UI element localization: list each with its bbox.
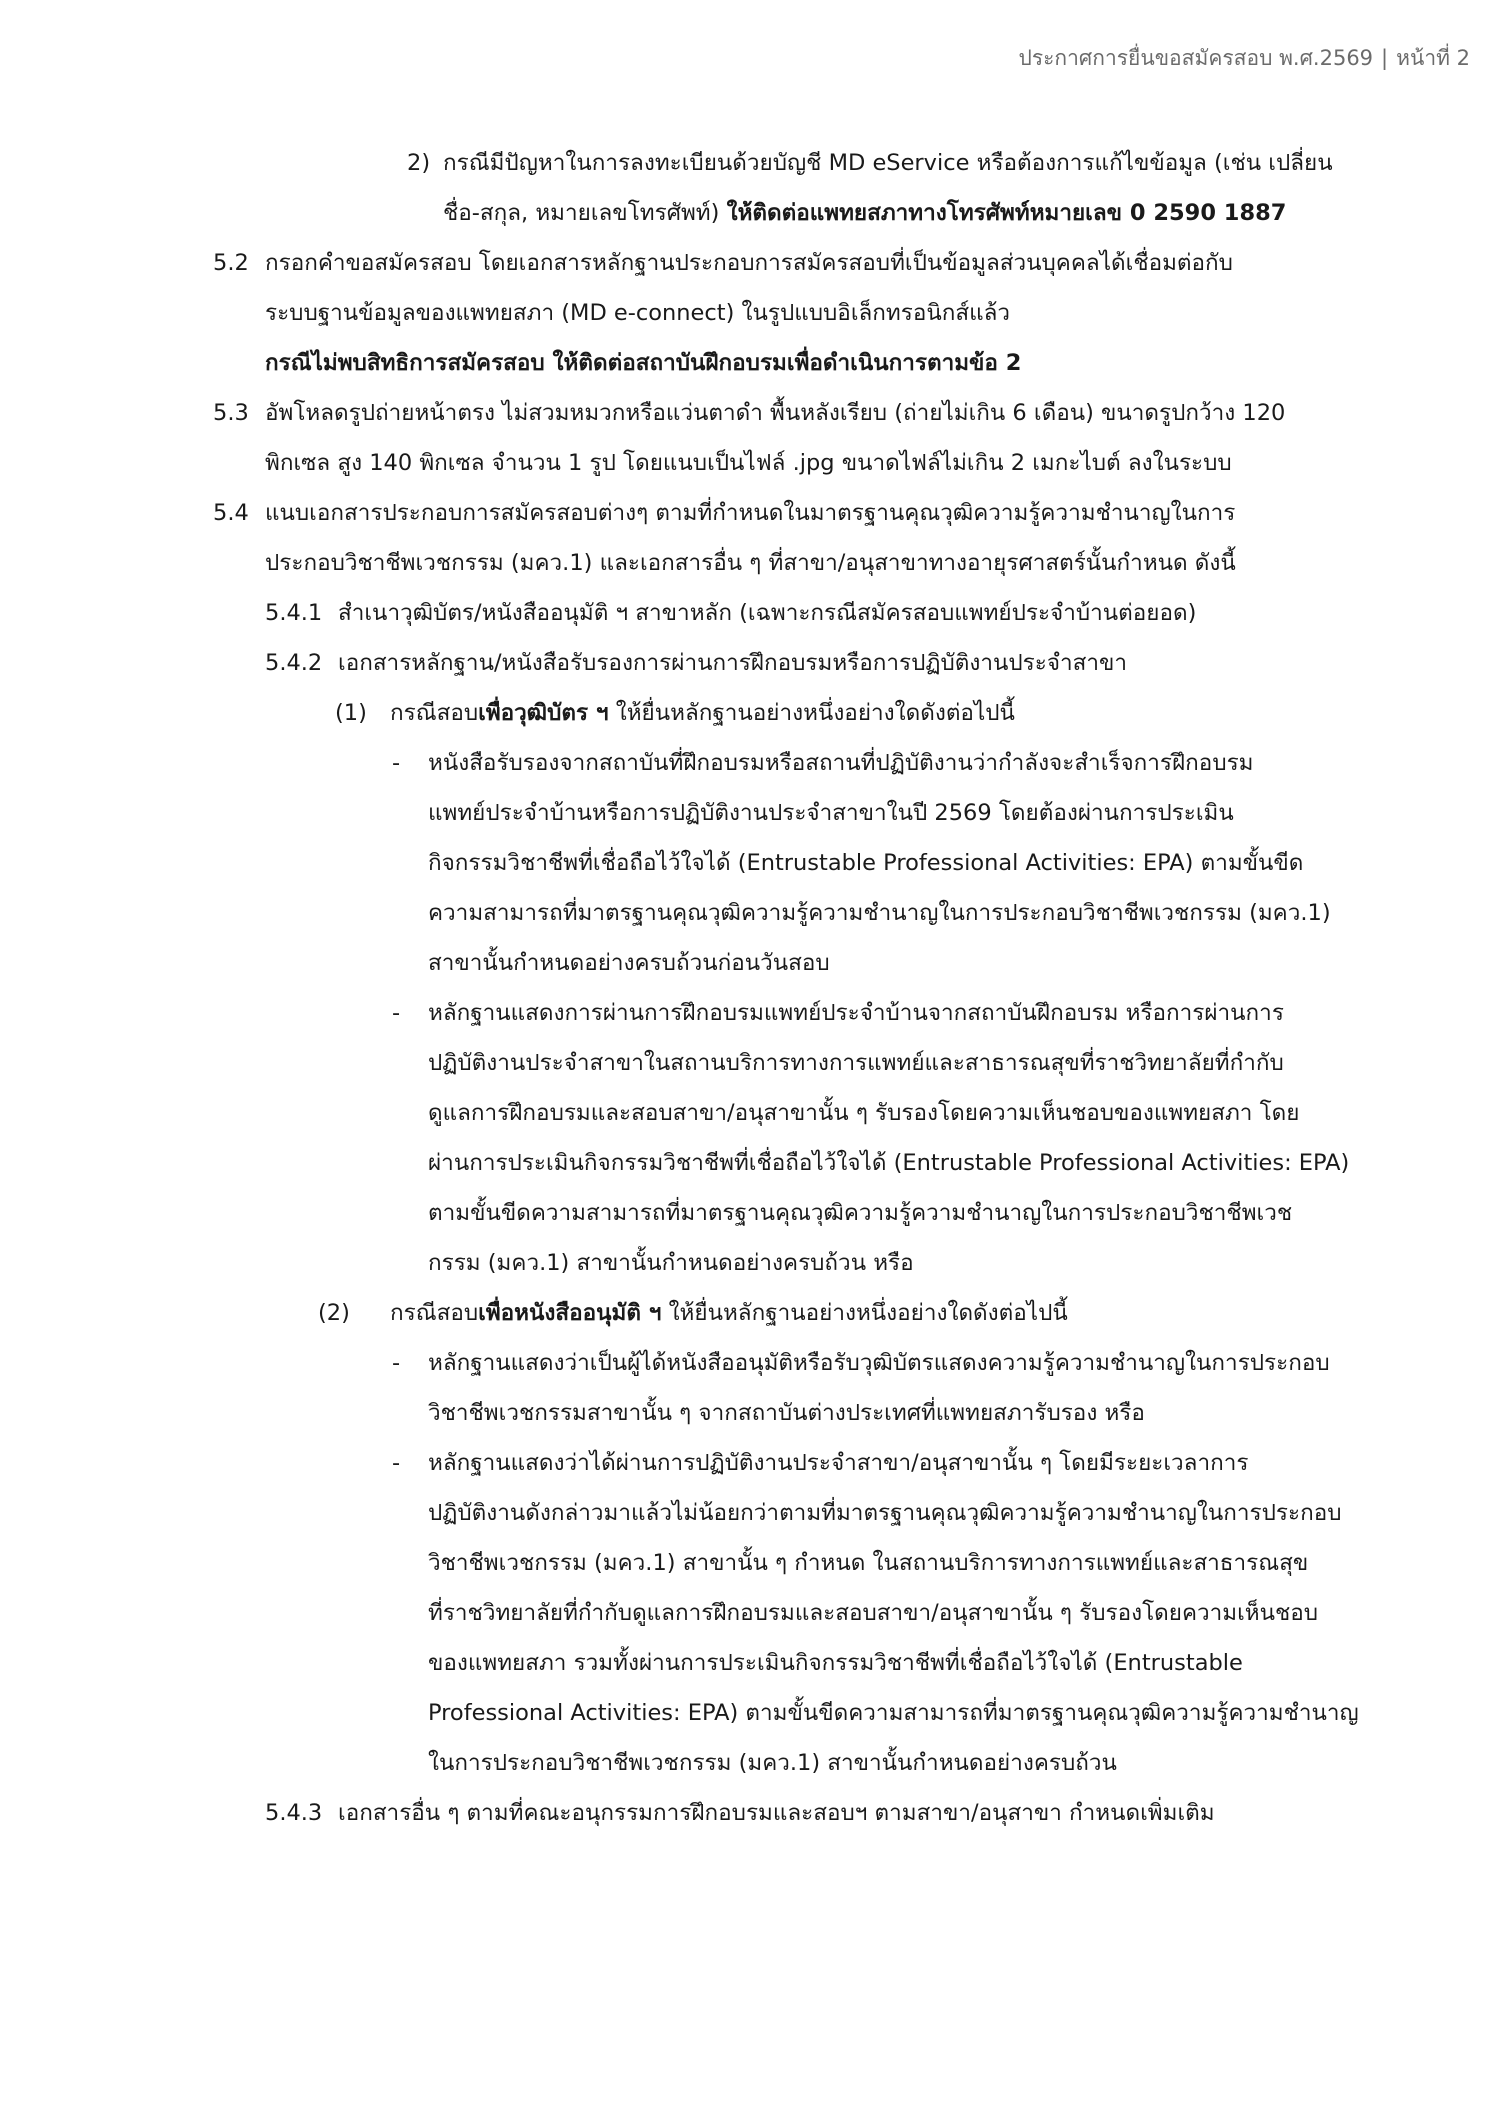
case-2-bullet-2-line-1 xyxy=(0,1438,1500,1488)
case-2-line xyxy=(0,1288,1500,1338)
bullet-dash: - xyxy=(392,1000,401,1026)
section-5-4-line-1 xyxy=(0,488,1500,538)
section-5-4-text: แนบเอกสารประกอบการสมัครสอบต่างๆ ตามที่กำหนดในมาตรฐานคุณวุฒิความรู้ความชำนาญในการ xyxy=(265,500,1236,526)
section-5-4-3-text: เอกสารอื่น ๆ ตามที่คณะอนุกรรมการฝึกอบรมและสอบฯ ตามสาขา/อนุสาขา กำหนดเพิ่มเติม xyxy=(338,1800,1215,1826)
bullet-text: วิชาชีพเวชกรรมสาขานั้น ๆ จากสถาบันต่างประเทศที่แพทยสภารับรอง หรือ xyxy=(428,1400,1145,1426)
case-1-prefix: กรณีสอบ xyxy=(390,700,479,726)
section-5-4-1-line-1 xyxy=(0,588,1500,638)
section-5-4-3-line-1 xyxy=(0,1788,1500,1838)
case-1-bullet-2-line-1 xyxy=(0,988,1500,1038)
bullet-text: หลักฐานแสดงว่าได้ผ่านการปฏิบัติงานประจำสาขา/อนุสาขานั้น ๆ โดยมีระยะเวลาการ xyxy=(428,1450,1249,1476)
case-1-bullet-1-line-5 xyxy=(0,938,1500,988)
case-1-number: (1) xyxy=(335,700,367,726)
item-2-phone-note: ให้ติดต่อแพทยสภาทางโทรศัพท์หมายเลข 0 2590 1887 xyxy=(726,200,1287,226)
section-5-3-text: อัพโหลดรูปถ่ายหน้าตรง ไม่สวมหมวกหรือแว่นตาดำ พื้นหลังเรียบ (ถ่ายไม่เกิน 6 เดือน) ขนาดรูปกว้าง 120 xyxy=(265,400,1286,426)
bullet-text: ในการประกอบวิชาชีพเวชกรรม (มคว.1) สาขานั้นกำหนดอย่างครบถ้วน xyxy=(428,1750,1117,1776)
section-5-2-line-2 xyxy=(0,288,1500,338)
section-5-3-number: 5.3 xyxy=(213,400,249,426)
bullet-text: หลักฐานแสดงการผ่านการฝึกอบรมแพทย์ประจำบ้านจากสถาบันฝึกอบรม หรือการผ่านการ xyxy=(428,1000,1284,1026)
case-2-bullet-1-line-1 xyxy=(0,1338,1500,1388)
bullet-text: ความสามารถที่มาตรฐานคุณวุฒิความรู้ความชำนาญในการประกอบวิชาชีพเวชกรรม (มคว.1) xyxy=(428,900,1331,926)
bullet-text: หลักฐานแสดงว่าเป็นผู้ได้หนังสืออนุมัติหรือรับวุฒิบัตรแสดงความรู้ความชำนาญในการประกอบ xyxy=(428,1350,1330,1376)
case-2-bullet-1-line-2 xyxy=(0,1388,1500,1438)
case-1-bullet-2-line-4 xyxy=(0,1138,1500,1188)
case-2-prefix: กรณีสอบ xyxy=(390,1300,479,1326)
bullet-dash: - xyxy=(392,1350,401,1376)
section-5-4-2-number: 5.4.2 xyxy=(265,650,323,676)
section-5-4-3-number: 5.4.3 xyxy=(265,1800,323,1826)
bullet-text: หนังสือรับรองจากสถาบันที่ฝึกอบรมหรือสถานที่ปฏิบัติงานว่ากำลังจะสำเร็จการฝึกอบรม xyxy=(428,750,1254,776)
section-5-2-text: กรอกคำขอสมัครสอบ โดยเอกสารหลักฐานประกอบการสมัครสอบที่เป็นข้อมูลส่วนบุคคลได้เชื่อมต่อกับ xyxy=(265,250,1233,276)
case-2-bullet-2-line-2 xyxy=(0,1488,1500,1538)
case-1-line xyxy=(0,688,1500,738)
section-5-2-number: 5.2 xyxy=(213,250,249,276)
section-5-4-1-text: สำเนาวุฒิบัตร/หนังสืออนุมัติ ฯ สาขาหลัก (เฉพาะกรณีสมัครสอบแพทย์ประจำบ้านต่อยอด) xyxy=(338,600,1197,626)
header-page-label: หน้าที่ 2 xyxy=(1396,46,1470,70)
case-2-bullet-2-line-7 xyxy=(0,1738,1500,1788)
bullet-text: ตามขั้นขีดความสามารถที่มาตรฐานคุณวุฒิความรู้ความชำนาญในการประกอบวิชาชีพเวช xyxy=(428,1200,1293,1226)
case-1-bullet-1-line-4 xyxy=(0,888,1500,938)
bullet-text: ดูแลการฝึกอบรมและสอบสาขา/อนุสาขานั้น ๆ รับรองโดยความเห็นชอบของแพทยสภา โดย xyxy=(428,1100,1300,1126)
case-1-bullet-2-line-5 xyxy=(0,1188,1500,1238)
case-1-bullet-1-line-3 xyxy=(0,838,1500,888)
bullet-text: วิชาชีพเวชกรรม (มคว.1) สาขานั้น ๆ กำหนด ในสถานบริการทางการแพทย์และสาธารณสุข xyxy=(428,1550,1309,1576)
section-5-4-2-line-1 xyxy=(0,638,1500,688)
bullet-text: ปฏิบัติงานประจำสาขาในสถานบริการทางการแพทย์และสาธารณสุขที่ราชวิทยาลัยที่กำกับ xyxy=(428,1050,1284,1076)
case-2-number: (2) xyxy=(318,1300,350,1326)
item-2-line-2 xyxy=(0,188,1500,238)
case-1-bullet-1-line-1 xyxy=(0,738,1500,788)
header-title: ประกาศการยื่นขอสมัครสอบ พ.ศ.2569 xyxy=(1018,46,1374,70)
section-5-4-text-cont: ประกอบวิชาชีพเวชกรรม (มคว.1) และเอกสารอื่น ๆ ที่สาขา/อนุสาขาทางอายุรศาสตร์นั้นกำหนด ดังนี้ xyxy=(265,550,1236,576)
case-1-bullet-2-line-6 xyxy=(0,1238,1500,1288)
section-5-3-text-cont: พิกเซล สูง 140 พิกเซล จำนวน 1 รูป โดยแนบเป็นไฟล์ .jpg ขนาดไฟล์ไม่เกิน 2 เมกะไบต์ ลงในระบบ xyxy=(265,450,1232,476)
section-5-4-1-number: 5.4.1 xyxy=(265,600,323,626)
bullet-text: Professional Activities: EPA) ตามขั้นขีดความสามารถที่มาตรฐานคุณวุฒิความรู้ความชำนาญ xyxy=(428,1700,1359,1726)
bullet-text: กิจกรรมวิชาชีพที่เชื่อถือไว้ใจได้ (Entrustable Professional Activities: EPA) ตามขั้นขีด xyxy=(428,850,1304,876)
case-1-bold: เพื่อวุฒิบัตร ฯ xyxy=(478,700,609,726)
item-2-number: 2) xyxy=(407,150,431,176)
bullet-text: ผ่านการประเมินกิจกรรมวิชาชีพที่เชื่อถือไว้ใจได้ (Entrustable Professional Activities: EPA) xyxy=(428,1150,1350,1176)
case-2-bullet-2-line-3 xyxy=(0,1538,1500,1588)
section-5-4-line-2 xyxy=(0,538,1500,588)
bullet-text: กรรม (มคว.1) สาขานั้นกำหนดอย่างครบถ้วน หรือ xyxy=(428,1250,914,1276)
section-5-3-line-2 xyxy=(0,438,1500,488)
page-header xyxy=(1019,42,1470,75)
case-2-suffix: ให้ยื่นหลักฐานอย่างหนึ่งอย่างใดดังต่อไปนี้ xyxy=(661,1300,1068,1326)
document-body xyxy=(0,138,1500,1838)
section-5-2-note: กรณีไม่พบสิทธิการสมัครสอบ ให้ติดต่อสถาบันฝึกอบรมเพื่อดำเนินการตามข้อ 2 xyxy=(265,350,1022,376)
section-5-2-line-3 xyxy=(0,338,1500,388)
bullet-dash: - xyxy=(392,750,401,776)
bullet-dash: - xyxy=(392,1450,401,1476)
bullet-text: แพทย์ประจำบ้านหรือการปฏิบัติงานประจำสาขาในปี 2569 โดยต้องผ่านการประเมิน xyxy=(428,800,1234,826)
bullet-text: สาขานั้นกำหนดอย่างครบถ้วนก่อนวันสอบ xyxy=(428,950,830,976)
case-1-bullet-1-line-2 xyxy=(0,788,1500,838)
case-2-bold: เพื่อหนังสืออนุมัติ ฯ xyxy=(478,1300,662,1326)
section-5-4-number: 5.4 xyxy=(213,500,249,526)
section-5-2-text-cont: ระบบฐานข้อมูลของแพทยสภา (MD e-connect) ในรูปแบบอิเล็กทรอนิกส์แล้ว xyxy=(265,300,1011,326)
section-5-3-line-1 xyxy=(0,388,1500,438)
section-5-4-2-text: เอกสารหลักฐาน/หนังสือรับรองการผ่านการฝึกอบรมหรือการปฏิบัติงานประจำสาขา xyxy=(338,650,1128,676)
bullet-text: ที่ราชวิทยาลัยที่กำกับดูแลการฝึกอบรมและสอบสาขา/อนุสาขานั้น ๆ รับรองโดยความเห็นชอบ xyxy=(428,1600,1319,1626)
case-1-bullet-2-line-2 xyxy=(0,1038,1500,1088)
item-2-text-cont: ชื่อ-สกุล, หมายเลขโทรศัพท์) xyxy=(443,200,727,226)
case-1-suffix: ให้ยื่นหลักฐานอย่างหนึ่งอย่างใดดังต่อไปนี้ xyxy=(608,700,1015,726)
case-2-bullet-2-line-4 xyxy=(0,1588,1500,1638)
header-separator: | xyxy=(1381,46,1389,70)
section-5-2-line-1 xyxy=(0,238,1500,288)
bullet-text: ของแพทยสภา รวมทั้งผ่านการประเมินกิจกรรมวิชาชีพที่เชื่อถือไว้ใจได้ (Entrustable xyxy=(428,1650,1243,1676)
case-2-bullet-2-line-5 xyxy=(0,1638,1500,1688)
bullet-text: ปฏิบัติงานดังกล่าวมาแล้วไม่น้อยกว่าตามที่มาตรฐานคุณวุฒิความรู้ความชำนาญในการประกอบ xyxy=(428,1500,1342,1526)
case-2-bullet-2-line-6 xyxy=(0,1688,1500,1738)
item-2-text: กรณีมีปัญหาในการลงทะเบียนด้วยบัญชี MD eService หรือต้องการแก้ไขข้อมูล (เช่น เปลี่ยน xyxy=(443,150,1333,176)
case-1-bullet-2-line-3 xyxy=(0,1088,1500,1138)
item-2-line-1 xyxy=(0,138,1500,188)
